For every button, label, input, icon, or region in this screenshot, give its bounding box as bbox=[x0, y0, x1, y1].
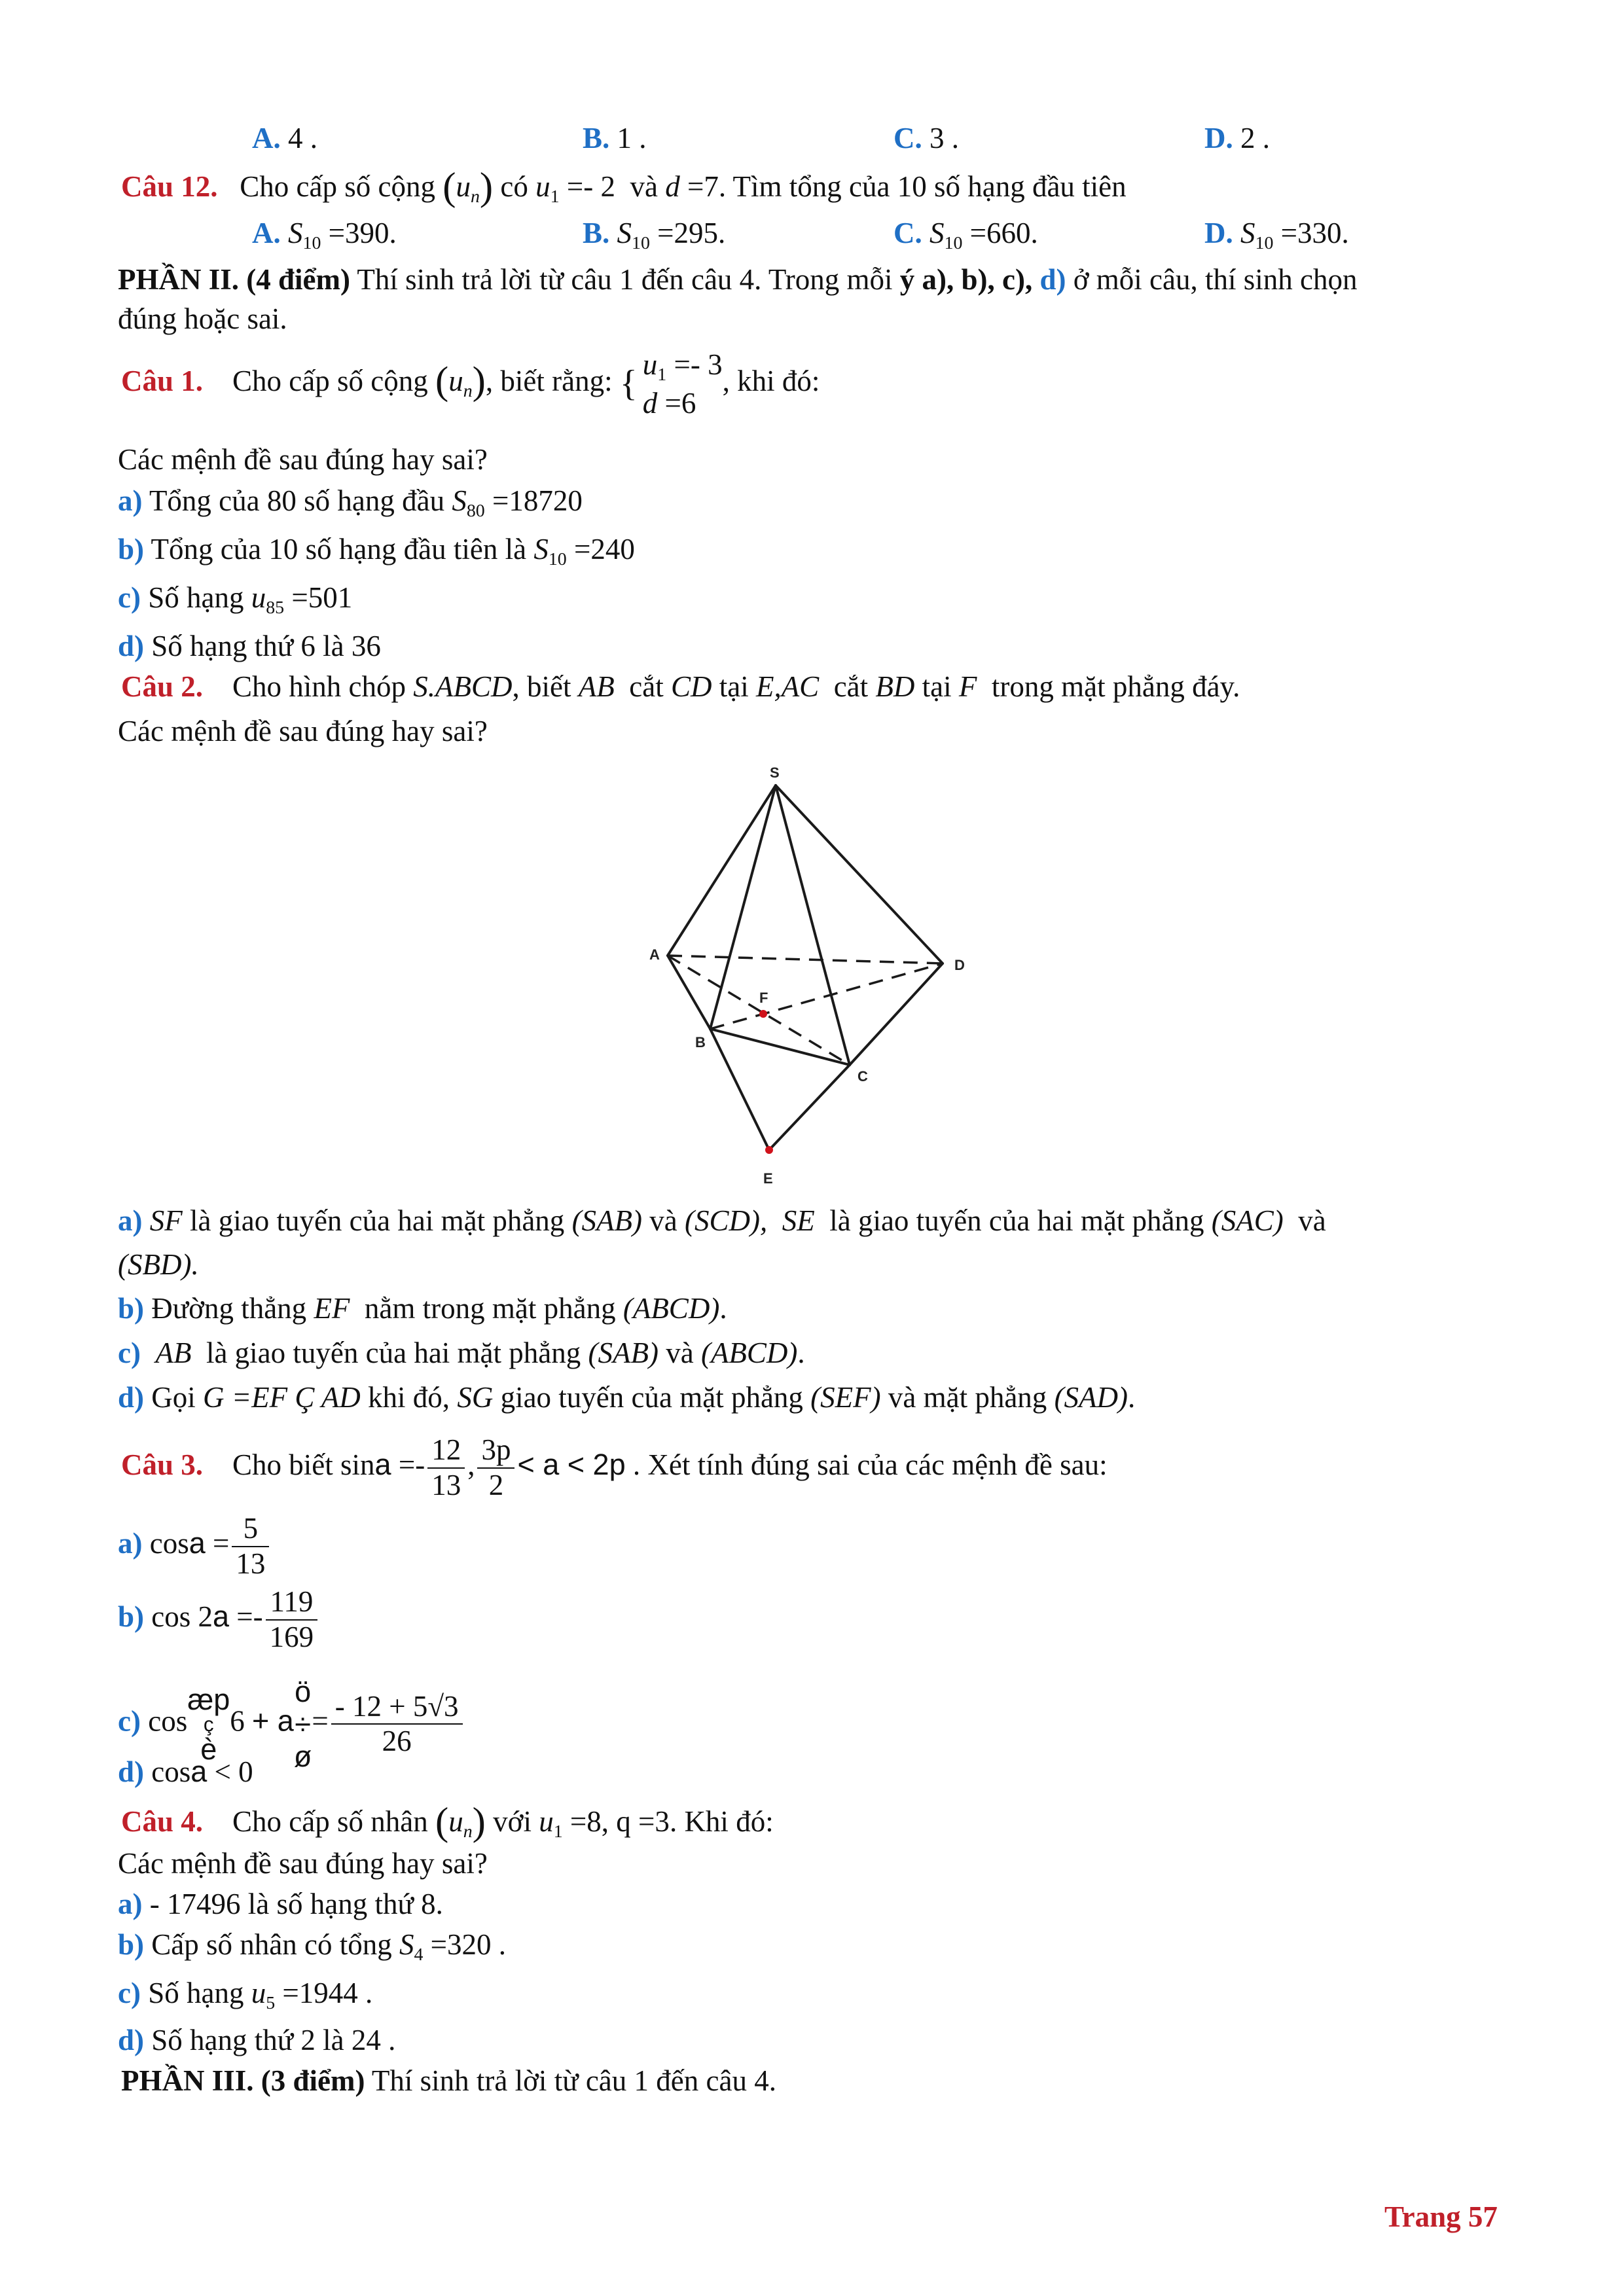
edge-SC bbox=[776, 785, 850, 1065]
c4-statement-c: c) Số hạng $u_5 =1944$ . bbox=[118, 1977, 373, 2013]
q12-option-d: D. $S_{10} =330$. bbox=[1204, 217, 1349, 253]
part3-heading: PHẦN III. (3 điểm) Thí sinh trả lời từ câu 1 đến câu 4. bbox=[121, 2064, 776, 2097]
label-C: C bbox=[857, 1068, 868, 1085]
label-E: E bbox=[763, 1170, 773, 1187]
edge-AD-hidden bbox=[668, 956, 943, 963]
edge-BE bbox=[710, 1029, 769, 1150]
edge-BC bbox=[710, 1029, 850, 1065]
part2-heading: PHẦN II. (4 điểm) Thí sinh trả lời từ câu 1 đến câu 4. Trong mỗi ý a), b), c), d) ở mỗi câu, thí sinh chọn bbox=[118, 263, 1358, 296]
label-A: A bbox=[649, 946, 660, 963]
c2-statement-a-line2: (SBD). bbox=[118, 1248, 199, 1281]
c2-stem: Câu 2. Cho hình chóp S.ABCD, biết AB cắt CD tại E,AC cắt BD tại F trong mặt phẳng đáy. bbox=[121, 670, 1240, 703]
label-D: D bbox=[954, 957, 965, 973]
edge-CD bbox=[850, 963, 943, 1065]
c4-statement-d: d) Số hạng thứ 2 là 24 . bbox=[118, 2024, 396, 2056]
q11-option-b: B. 1 . bbox=[583, 122, 647, 154]
edge-AB bbox=[668, 956, 710, 1029]
q12-option-c: C. $S_{10} =660$. bbox=[893, 217, 1038, 253]
c2-statement-d: d) Gọi G =EF Ç AD khi đó, SG giao tuyến của mặt phẳng (SEF) và mặt phẳng (SAD). bbox=[118, 1381, 1136, 1414]
c2-prompt: Các mệnh đề sau đúng hay sai? bbox=[118, 715, 488, 747]
c2-statement-a: a) SF là giao tuyến của hai mặt phẳng (SAB) và (SCD), SE là giao tuyến của hai mặt phẳng (SAC) và bbox=[118, 1204, 1326, 1237]
c4-stem: Câu 4. Cho cấp số nhân $(u_n)$ với $u_1 =8$, q =3. Khi đó: bbox=[121, 1800, 774, 1844]
c2-statement-b: b) Đường thẳng EF nằm trong mặt phẳng (ABCD). bbox=[118, 1292, 727, 1325]
c4-statement-b: b) Cấp số nhân có tổng $S_4 =320$ . bbox=[118, 1928, 507, 1965]
c3-statement-a: a) cosa = $\frac{5}{13}$ bbox=[118, 1512, 272, 1581]
c4-prompt: Các mệnh đề sau đúng hay sai? bbox=[118, 1847, 488, 1880]
point-F-dot bbox=[759, 1010, 767, 1018]
edge-CE bbox=[769, 1065, 850, 1150]
c2-statement-c: c) AB là giao tuyến của hai mặt phẳng (SAB) và (ABCD). bbox=[118, 1336, 805, 1369]
c1-statement-c: c) Số hạng $u_{85} =501$ bbox=[118, 581, 353, 618]
edge-SA bbox=[668, 785, 776, 956]
label-B: B bbox=[695, 1034, 706, 1050]
pyramid-figure bbox=[641, 759, 1047, 1198]
label-S: S bbox=[770, 764, 780, 781]
q11-option-a: A. 4 . bbox=[252, 122, 317, 154]
q11-option-d: D. 2 . bbox=[1204, 122, 1270, 154]
c1-statement-a: a) Tổng của 80 số hạng đầu $S_{80} =18720$ bbox=[118, 484, 583, 521]
q12-stem: Câu 12. Cho cấp số cộng $(u_n)$ có $u_1 =- 2$ và d =7. Tìm tổng của 10 số hạng đầu tiên bbox=[121, 165, 1127, 209]
c3-statement-b: b) cos 2a =- $\frac{119}{169}$ bbox=[118, 1585, 320, 1655]
page-number: Trang 57 bbox=[1384, 2200, 1498, 2233]
c3-statement-d: d) cosa < 0 bbox=[118, 1755, 253, 1788]
c4-statement-a: a) - 17496 là số hạng thứ 8. bbox=[118, 1888, 443, 1920]
c1-statement-d: d) Số hạng thứ 6 là 36 bbox=[118, 630, 381, 662]
c1-stem: Câu 1. Cho cấp số cộng $(u_n)$, biết rằng: { $u_1 =- 3$ d =6 , khi đó: bbox=[121, 348, 820, 420]
c1-statement-b: b) Tổng của 10 số hạng đầu tiên là $S_{10} =240$ bbox=[118, 533, 635, 569]
c1-prompt: Các mệnh đề sau đúng hay sai? bbox=[118, 443, 488, 476]
edge-SD bbox=[776, 785, 943, 963]
q11-option-c: C. 3 . bbox=[893, 122, 959, 154]
c3-statement-c: c) cos æp ç è 6 + a ö ÷ ø = $\frac{- 12 + 5√3}{26}$ bbox=[118, 1676, 465, 1773]
q12-option-a: A. $S_{10} =390$. bbox=[252, 217, 397, 253]
label-F: F bbox=[759, 990, 768, 1006]
c3-stem: Câu 3. Cho biết sina =- $\frac{12}{13}$ , $\frac{3p}{2}$ < a < 2p . Xét tính đúng sai của các mệnh đề sau: bbox=[121, 1433, 1108, 1501]
point-E-dot bbox=[765, 1146, 773, 1154]
part2-heading-line2: đúng hoặc sai. bbox=[118, 302, 287, 335]
q12-option-b: B. $S_{10} =295$. bbox=[583, 217, 726, 253]
